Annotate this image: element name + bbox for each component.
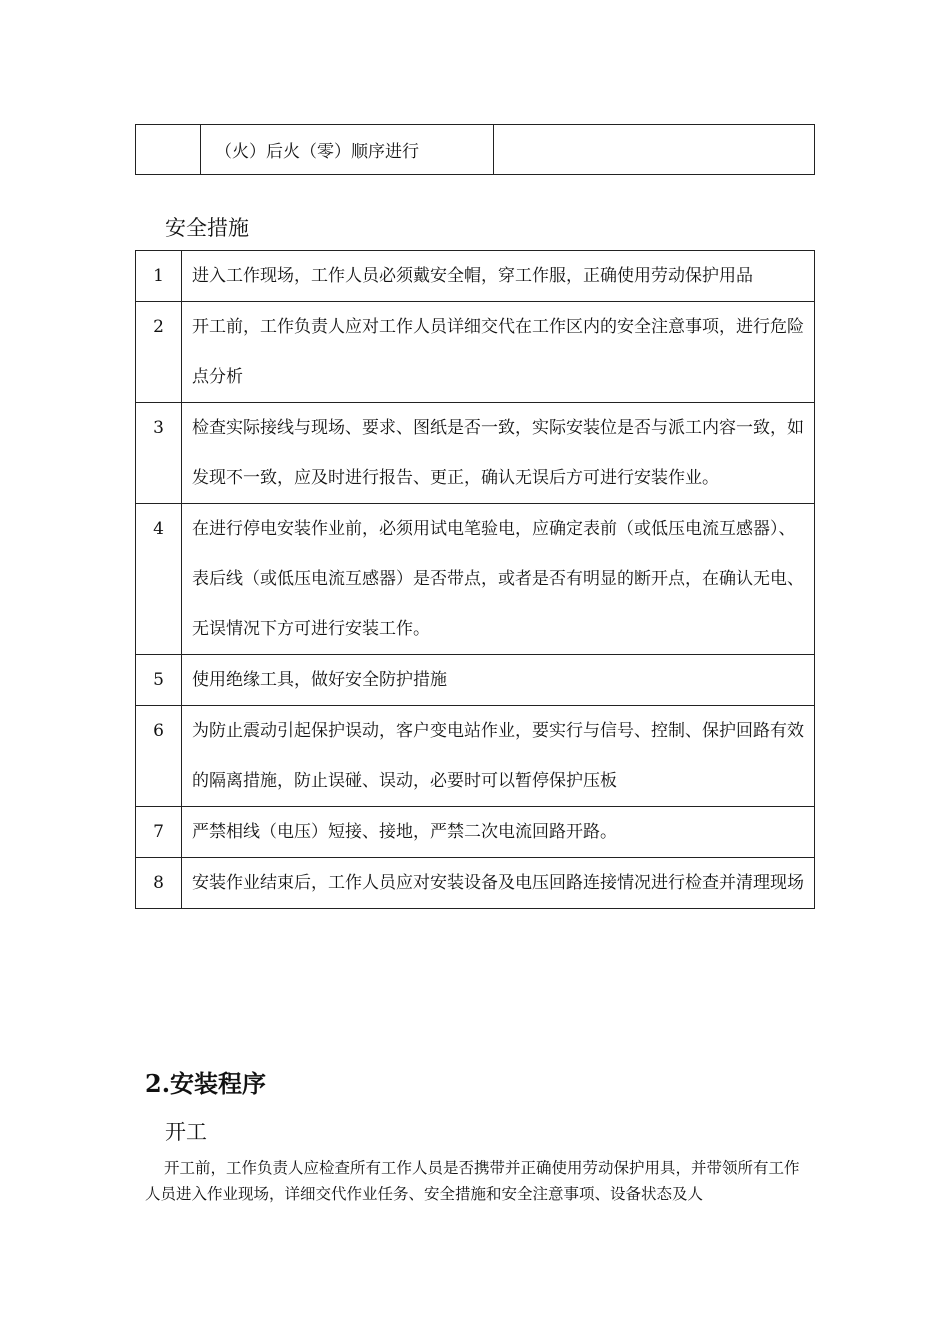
row-number: 5 (136, 655, 182, 706)
row-number: 2 (136, 302, 182, 403)
body-paragraph: 开工前，工作负责人应检查所有工作人员是否携带并正确使用劳动保护用具，并带领所有工作人员进入作业现场，详细交代作业任务、安全措施和安全注意事项、设备状态及人 (145, 1159, 800, 1203)
table-row (136, 504, 815, 655)
row-text: 为防止震动引起保护误动，客户变电站作业，要实行与信号、控制、保护回路有效的隔离措施，防止误碰、误动，必要时可以暂停保护压板 (182, 706, 815, 807)
row-number: 4 (136, 504, 182, 655)
table-row (136, 706, 815, 807)
table-cell-text: （火）后火（零）顺序进行 (201, 125, 494, 175)
table-row (136, 251, 815, 302)
row-text: 使用绝缘工具，做好安全防护措施 (182, 655, 815, 706)
row-text: 进入工作现场，工作人员必须戴安全帽，穿工作服，正确使用劳动保护用品 (182, 251, 815, 302)
top-table (135, 124, 815, 175)
row-number: 7 (136, 807, 182, 858)
row-text: 在进行停电安装作业前，必须用试电笔验电，应确定表前（或低压电流互感器）、表后线（或低压电流互感器）是否带点，或者是否有明显的断开点，在确认无电、无误情况下方可进行安装工作。 (182, 504, 815, 655)
table-row (136, 807, 815, 858)
row-text: 开工前，工作负责人应对工作人员详细交代在工作区内的安全注意事项，进行危险点分析 (182, 302, 815, 403)
section-title: 2.安装程序 (145, 1069, 267, 1098)
table-cell-empty (136, 125, 201, 175)
row-text: 严禁相线（电压）短接、接地，严禁二次电流回路开路。 (182, 807, 815, 858)
row-number: 1 (136, 251, 182, 302)
subsection-heading: 开工 (165, 1120, 207, 1144)
safety-measures-table (135, 250, 815, 909)
row-text: 安装作业结束后，工作人员应对安装设备及电压回路连接情况进行检查并清理现场 (182, 858, 815, 909)
safety-heading: 安全措施 (165, 216, 249, 240)
table-row (136, 125, 815, 175)
row-text: 检查实际接线与现场、要求、图纸是否一致，实际安装位是否与派工内容一致，如发现不一致，应及时进行报告、更正，确认无误后方可进行安装作业。 (182, 403, 815, 504)
row-number: 3 (136, 403, 182, 504)
table-row (136, 858, 815, 909)
table-row (136, 403, 815, 504)
table-cell-empty (494, 125, 815, 175)
row-number: 8 (136, 858, 182, 909)
row-number: 6 (136, 706, 182, 807)
table-row (136, 655, 815, 706)
table-row (136, 302, 815, 403)
